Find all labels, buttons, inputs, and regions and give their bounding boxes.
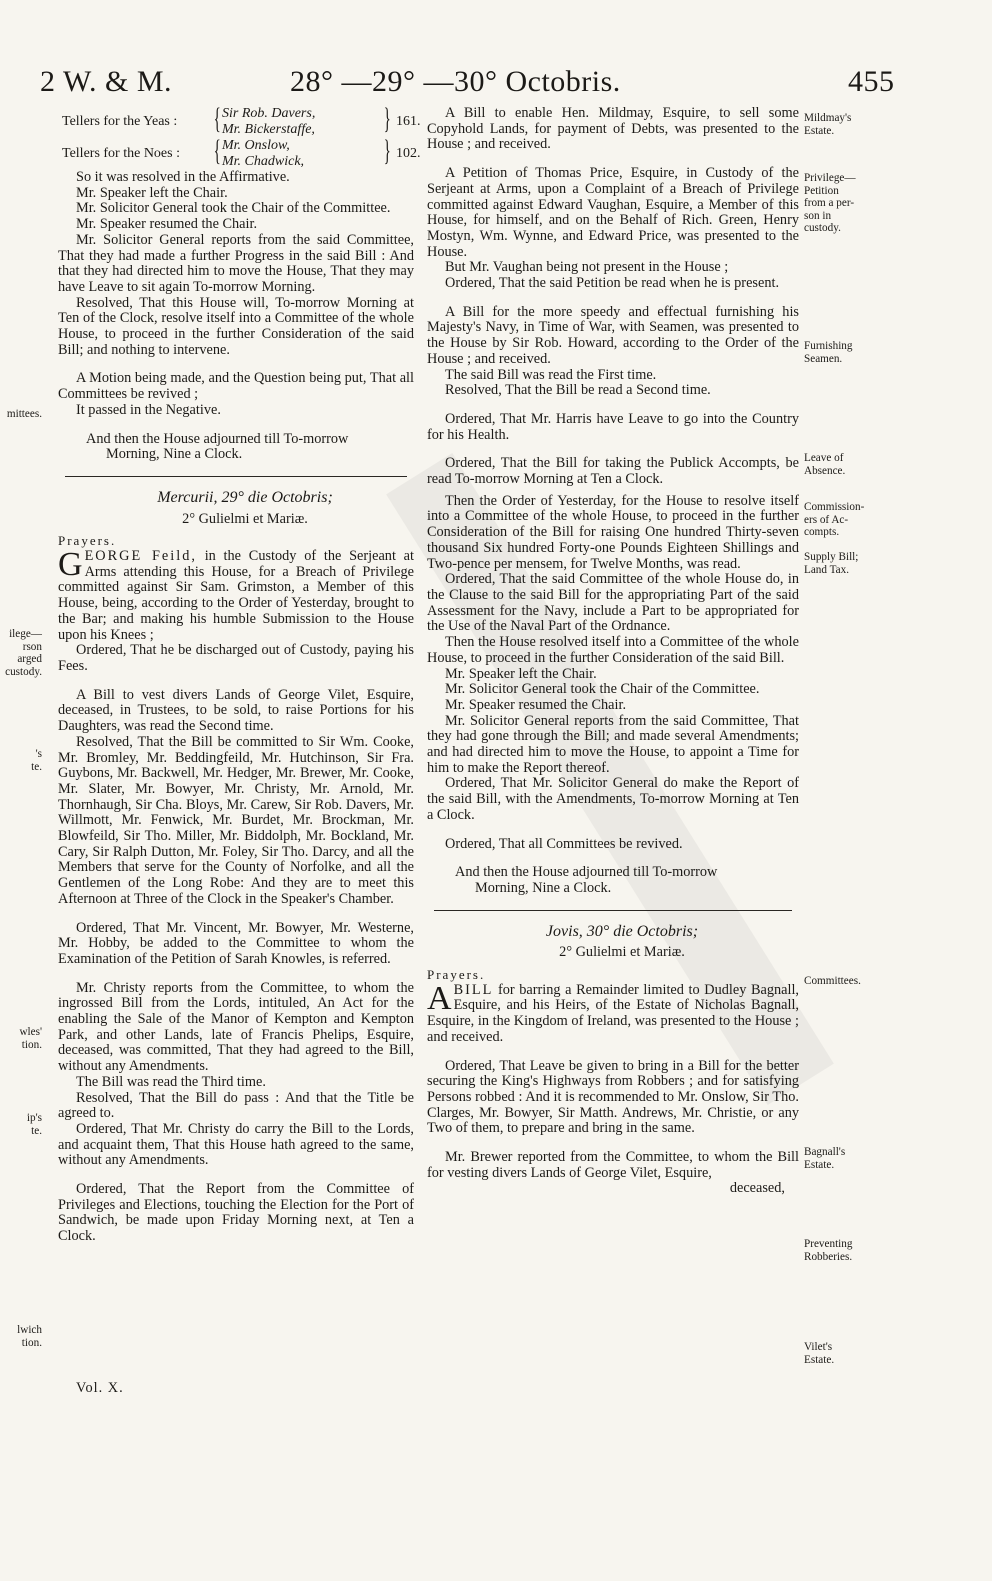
paragraph: Ordered, That Leave be given to bring in a Bill for the better securing the King's Highways from Robbers ; and for satisfying Persons robbed : And it is recommended to Mr. Onslow, Sir Tho. Clarges, Mr. Bowyer, Sir Matth. Andrews, Mr. Christie, or any Two of them, to prepare and bring in the same. — [427, 1057, 799, 1137]
margin-note: Preventing Robberies. — [804, 1238, 853, 1263]
paragraph: So it was resolved in the Affirmative. — [76, 169, 290, 185]
brace-right: } — [383, 102, 391, 135]
brace-left: { — [213, 102, 221, 135]
paragraph-text: for barring a Remainder limited to Dudley Bagnall, Esquire, and his Heirs, of the Estate of Nicholas Bagnall, Esquire, in the Kingdom of Ireland, was presented to the House ; and received. — [427, 981, 799, 1045]
running-header-regnal-year: 2 W. & M. — [40, 65, 173, 98]
day-title: Mercurii, 29° die Octobris; — [157, 488, 333, 506]
prayers-heading: Prayers. — [427, 967, 486, 983]
spacer — [58, 908, 414, 921]
paragraph-text: in the Custody of the Serjeant at Arms attending this House, for a Breach of Privilege committed against Sir Sam. Grimston, a Member of this House, being, according to the Order of Yesterday, brought to the Bar; and making his humble Submission to the House upon his Knees ; — [58, 548, 414, 643]
paragraph — [58, 546, 414, 643]
paragraph: Then the Order of Yesterday, for the House to resolve itself into a Committee of the whole House, to proceed in the further Consideration of the Bill for raising One hundred Thirty-seven thousand Six hundred Forty-one Pounds Eighteen Shillings and Two-pence per mensem, for Twelve Months, was read. — [427, 492, 799, 572]
tellers-noes-names — [222, 138, 304, 169]
tellers-noes — [58, 134, 421, 170]
spacer — [427, 897, 799, 910]
margin-note: 's te. — [31, 748, 42, 773]
noes-count: 102. — [396, 146, 421, 161]
adjournment-line: Morning, Nine a Clock. — [106, 446, 243, 463]
spacer — [427, 824, 799, 837]
tellers-yeas — [58, 102, 421, 138]
margin-note: Bagnall's Estate. — [804, 1146, 846, 1171]
regnal-year: 2° Gulielmi et Mariæ. — [559, 944, 685, 961]
prayers-heading: Prayers. — [58, 533, 117, 549]
adjournment-line: And then the House adjourned till To-morrow — [86, 430, 349, 447]
running-header-dates: 28° —29° —30° Octobris. — [290, 65, 621, 98]
page-number: 455 — [848, 65, 895, 98]
teller-name: Sir Rob. Davers, — [222, 106, 316, 121]
margin-note: Commission- ers of Ac- compts. — [804, 501, 865, 538]
paragraph: Mr. Solicitor General took the Chair of the Committee. — [76, 200, 391, 217]
paragraph: Mr. Solicitor General reports from the said Committee, That they had made a further Progress in the said Bill : And that they had directed him to move the House, That they may have Leave to sit again To-morrow Morning. — [58, 231, 414, 295]
paragraph: Mr. Speaker left the Chair. — [76, 184, 228, 201]
margin-note: lwich tion. — [17, 1324, 42, 1349]
margin-note: Furnishing Seamen. — [804, 340, 853, 365]
margin-note: ilege— rson arged custody. — [5, 628, 42, 678]
drop-capital: A — [427, 979, 452, 1017]
paragraph: Ordered, That the Bill for taking the Publick Accompts, be read To-morrow Morning at Ten a Clock. — [427, 455, 799, 488]
volume-footer: Vol. X. — [76, 1380, 124, 1396]
brace-left: { — [213, 134, 221, 167]
paragraph: Ordered, That the said Petition be read when he is present. — [445, 275, 780, 292]
paragraph: Resolved, That this House will, To-morrow Morning at Ten of the Clock, resolve itself into a Committee of the whole House, to proceed in the further Consideration of the said Bill; and nothing to intervene. — [58, 294, 414, 358]
tellers-noes-label: Tellers for the Noes : — [62, 146, 180, 161]
spacer — [427, 292, 799, 305]
adjournment-line: And then the House adjourned till To-morrow — [455, 864, 718, 881]
margin-note: Supply Bill; Land Tax. — [804, 551, 859, 576]
spacer — [58, 477, 414, 490]
small-caps-name: EORGE Feild, — [84, 548, 197, 565]
paragraph: Mr. Solicitor General took the Chair of the Committee. — [445, 681, 760, 698]
paragraph — [427, 979, 799, 1046]
spacer — [58, 675, 414, 688]
paragraph: Resolved, That the Bill be committed to Sir Wm. Cooke, Mr. Bromley, Mr. Beddingfeild, Mr. Hutchinson, Sir Fra. Guybons, Mr. Backwell, Mr. Hedger, Mr. Brewer, Mr. Cooke, Mr. Slater, Mr. Bowyer, Mr. Christy, Mr. Arnold, Mr. Thornhaugh, Sir Cha. Bloys, Mr. Carew, Sir Rob. Davers, Mr. Willmott, Mr. Fenwick, Mr. Burdet, Mr. Brockman, Mr. Blowfeild, Sir Tho. Miller, Mr. Biddolph, Mr. Bockland, Mr. Cary, Sir Ralph Dutton, Mr. Foley, Sir Tho. Darcy, and all the Members that serve for the County of Norfolke, and all the Gentlemen of the Long Robe: And they are to meet this Afternoon at Three of the Clock in the Speaker's Chamber. — [58, 733, 414, 907]
paragraph: Ordered, That Mr. Solicitor General do make the Report of the said Bill, with the Amendments, To-morrow Morning at Ten a Clock. — [427, 775, 799, 823]
spacer — [427, 911, 799, 924]
adjournment — [58, 432, 414, 463]
margin-note: Committees. — [804, 975, 861, 987]
spacer — [427, 1046, 799, 1059]
margin-note: mittees. — [6, 408, 42, 420]
day-title: Jovis, 30° die Octobris; — [545, 922, 699, 940]
spacer — [58, 463, 414, 476]
regnal-year: 2° Gulielmi et Mariæ. — [182, 510, 308, 527]
margin-note: Privilege— Petition from a per- son in custody. — [804, 172, 856, 234]
margin-note: Vilet's Estate. — [804, 1341, 835, 1366]
paragraph: Mr. Christy reports from the Committee, to whom the ingrossed Bill from the Lords, intituled, An Act for the enabling the Sale of the Manor of Kempton and Kempton Park, and other Lands, late of Francis Phelips, Esquire, deceased, was committed, That they had agreed to the Bill, without any Amendments. — [58, 979, 414, 1075]
paragraph: Mr. Speaker resumed the Chair. — [445, 696, 627, 713]
paragraph: Ordered, That he be discharged out of Custody, paying his Fees. — [58, 642, 414, 674]
paragraph: It passed in the Negative. — [76, 401, 221, 418]
adjournment-line: Morning, Nine a Clock. — [475, 879, 612, 896]
brace-right: } — [383, 134, 391, 167]
margin-note: Mildmay's Estate. — [804, 112, 852, 137]
paragraph: A Motion being made, and the Question being put, That all Committees be revived ; — [58, 370, 414, 403]
paragraph: But Mr. Vaughan being not present in the House ; — [445, 259, 729, 276]
paragraph: Ordered, That Mr. Christy do carry the Bill to the Lords, and acquaint them, That this House hath agreed to the same, without any Amendments. — [58, 1120, 414, 1169]
paragraph: A Bill to vest divers Lands of George Vilet, Esquire, deceased, in Trustees, to be sold, to raise Portions for his Daughters, was read the Second time. — [58, 686, 414, 735]
left-column — [58, 102, 421, 1245]
margin-note: wles' tion. — [19, 1026, 42, 1051]
paragraph: Then the House resolved itself into a Committee of the whole House, to proceed in the further Consideration of the said Bill. — [427, 634, 799, 666]
paragraph: A Petition of Thomas Price, Esquire, in Custody of the Serjeant at Arms, upon a Complaint of a Breach of Privilege committed against Edward Vaughan, Esquire, a Member of this House, for himself, and on the Behalf of Rich. Green, Henry Mostyn, Wm. Wynne, and Edward Price, was presented to the House. — [427, 165, 799, 260]
margin-note: ip's te. — [26, 1112, 42, 1137]
paragraph: Resolved, That the Bill be read a Second time. — [445, 382, 711, 399]
catchword: deceased, — [729, 1180, 785, 1197]
teller-name: Mr. Onslow, — [222, 138, 290, 153]
spacer — [58, 968, 414, 981]
right-column — [427, 106, 799, 1197]
paragraph: Resolved, That the Bill do pass : And that the Title be agreed to. — [58, 1089, 414, 1122]
tellers-yeas-names — [222, 106, 315, 137]
paragraph: A Bill for the more speedy and effectual furnishing his Majesty's Navy, in Time of War, with Seamen, was presented to the House by Sir Rob. Howard, according to the Order of the House ; and received. — [427, 303, 799, 367]
paragraph: The said Bill was read the First time. — [445, 366, 657, 383]
yeas-count: 161. — [396, 114, 421, 129]
paragraph: Ordered, That all Committees be revived. — [445, 835, 683, 852]
paragraph: Ordered, That the Report from the Committee of Privileges and Elections, touching the Election for the Port of Sandwich, be made upon Friday Morning next, at Ten a Clock. — [58, 1181, 414, 1245]
margin-note: Leave of Absence. — [804, 452, 846, 477]
paragraph: The Bill was read the Third time. — [76, 1073, 266, 1090]
paragraph: Ordered, That the said Committee of the whole House do, in the Clause to the said Bill for the appropriating Part of the said Assessment for the Navy, include a Part to be appropriated for the Use of the Naval Part of the Ordnance. — [427, 571, 799, 635]
adjournment — [427, 865, 799, 896]
paragraph: Mr. Speaker resumed the Chair. — [76, 216, 258, 233]
teller-name: Mr. Chadwick, — [222, 153, 305, 169]
spacer — [427, 399, 799, 412]
paragraph: Mr. Speaker left the Chair. — [445, 665, 597, 682]
paragraph: Ordered, That Mr. Vincent, Mr. Bowyer, Mr. Westerne, Mr. Hobby, be added to the Committee to whom the Examination of the Petition of Sarah Knowles, is referred. — [58, 919, 414, 967]
paragraph: A Bill to enable Hen. Mildmay, Esquire, to sell some Copyhold Lands, for payment of Debts, was presented to the House ; and received. — [427, 105, 799, 153]
paragraph: Mr. Brewer reported from the Committee, to whom the Bill for vesting divers Lands of George Vilet, Esquire, — [427, 1149, 799, 1181]
small-caps-word: BILL — [453, 981, 494, 998]
paragraph: Mr. Solicitor General reports from the said Committee, That they had gone through the Bill; and made several Amendments; and had directed him to move the House, to appoint a Time for him to make the Report thereof. — [427, 712, 799, 776]
tellers-yeas-label: Tellers for the Yeas : — [62, 114, 178, 129]
paragraph: Ordered, That Mr. Harris have Leave to go into the Country for his Health. — [427, 410, 799, 443]
drop-capital: G — [58, 546, 83, 584]
teller-name: Mr. Bickerstaffe, — [222, 121, 315, 137]
